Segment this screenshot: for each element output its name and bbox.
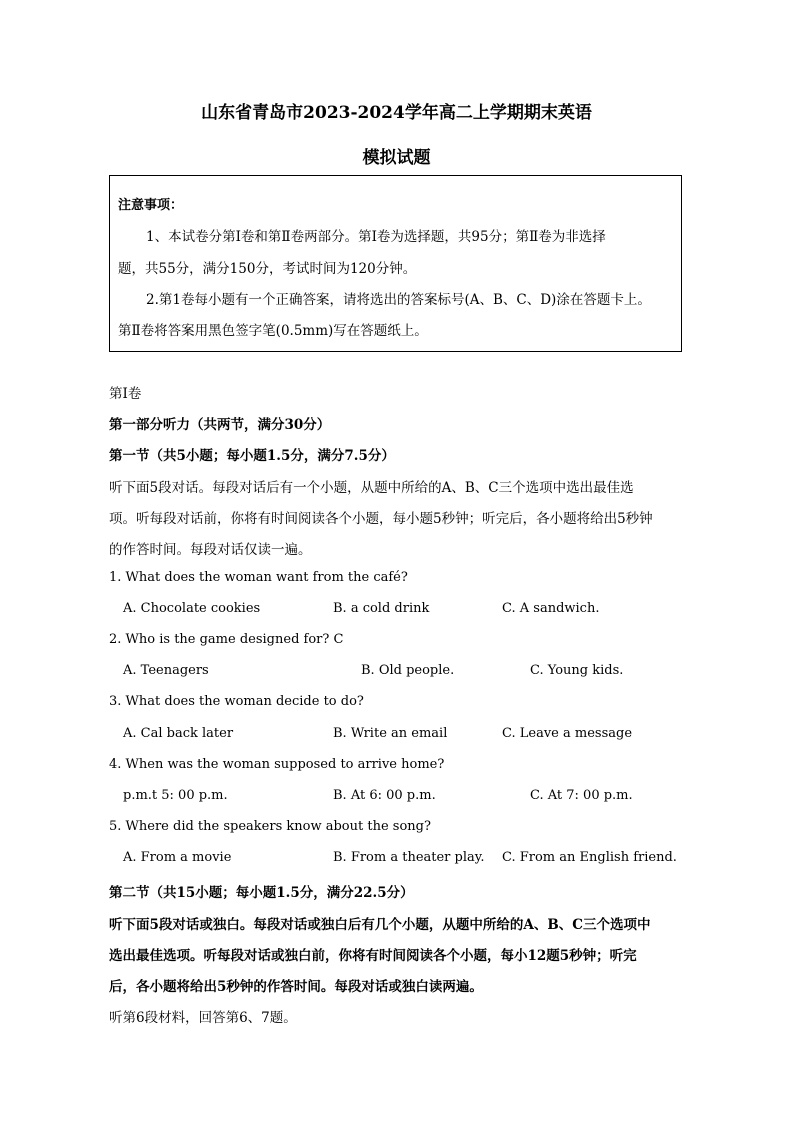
- section-1-instruction-line-3: 的作答时间。每段对话仅读一遍。: [109, 542, 312, 558]
- question-3-option-c: C. Leave a message: [502, 726, 633, 741]
- question-2-option-b: B. Old people.: [361, 663, 455, 678]
- document-title: 山东省青岛市2023-2024学年高二上学期期末英语: [201, 103, 592, 123]
- question-4-option-a: p.m.t 5: 00 p.m.: [123, 788, 228, 803]
- question-3-option-b: B. Write an email: [333, 726, 448, 741]
- question-5-option-b: B. From a theater play.: [333, 850, 485, 865]
- section-2-instruction-line-1: 听下面5段对话或独白。每段对话或独白后有几个小题，从题中所给的A、B、C三个选项中: [109, 917, 651, 933]
- question-5-option-a: A. From a movie: [123, 850, 232, 865]
- question-2-option-a: A. Teenagers: [123, 663, 209, 678]
- document-subtitle: 模拟试题: [362, 148, 431, 168]
- section-1-instruction-line-2: 项。听每段对话前，你将有时间阅读各个小题，每小题5秒钟；听完后，各小题将给出5秒钟: [109, 511, 653, 527]
- question-1-option-a: A. Chocolate cookies: [123, 601, 261, 616]
- notice-paragraph-2-line-1: 2.第1卷每小题有一个正确答案，请将选出的答案标号(A、B、C、D)涂在答题卡上。: [146, 292, 651, 308]
- notice-heading: 注意事项：: [118, 198, 184, 213]
- section-2-instruction-line-2: 选出最佳选项。听每段对话或独白前，你将有时间阅读各个小题，每小12题5秒钟；听完: [109, 948, 637, 964]
- question-5-option-c: C. From an English friend.: [502, 850, 677, 865]
- question-2-stem: 2. Who is the game designed for? C: [109, 632, 344, 647]
- question-5-stem: 5. Where did the speakers know about the song?: [109, 819, 431, 834]
- section-1-instruction-line-1: 听下面5段对话。每段对话后有一个小题，从题中所给的A、B、C三个选项中选出最佳选: [109, 480, 634, 496]
- question-4-option-b: B. At 6: 00 p.m.: [333, 788, 436, 803]
- question-3-option-a: A. Cal back later: [123, 726, 234, 741]
- notice-paragraph-2-line-2: 第Ⅱ卷将答案用黑色签字笔(0.5mm)写在答题纸上。: [118, 323, 428, 339]
- part-1-heading: 第一部分听力（共两节，满分30分）: [109, 417, 331, 433]
- question-4-stem: 4. When was the woman supposed to arrive home?: [109, 757, 445, 772]
- section-1-heading: 第一节（共5小题；每小题1.5分，满分7.5分）: [109, 448, 395, 464]
- question-3-stem: 3. What does the woman decide to do?: [109, 694, 364, 709]
- notice-paragraph-1-line-1: 1、本试卷分第Ⅰ卷和第Ⅱ卷两部分。第Ⅰ卷为选择题，共95分；第Ⅱ卷为非选择: [146, 229, 606, 245]
- volume-label: 第Ⅰ卷: [109, 386, 142, 402]
- material-6-instruction: 听第6段材料，回答第6、7题。: [109, 1010, 297, 1026]
- question-1-option-c: C. A sandwich.: [502, 601, 600, 616]
- section-2-instruction-line-3: 后，各小题将给出5秒钟的作答时间。每段对话或独白读两遍。: [109, 979, 483, 995]
- question-1-option-b: B. a cold drink: [333, 601, 430, 616]
- question-2-option-c: C. Young kids.: [530, 663, 624, 678]
- section-2-heading: 第二节（共15小题；每小题1.5分，满分22.5分）: [109, 885, 414, 901]
- question-1-stem: 1. What does the woman want from the café?: [109, 570, 408, 585]
- notice-box: [109, 175, 682, 352]
- notice-paragraph-1-line-2: 题，共55分，满分150分，考试时间为120分钟。: [118, 261, 417, 277]
- question-4-option-c: C. At 7: 00 p.m.: [530, 788, 633, 803]
